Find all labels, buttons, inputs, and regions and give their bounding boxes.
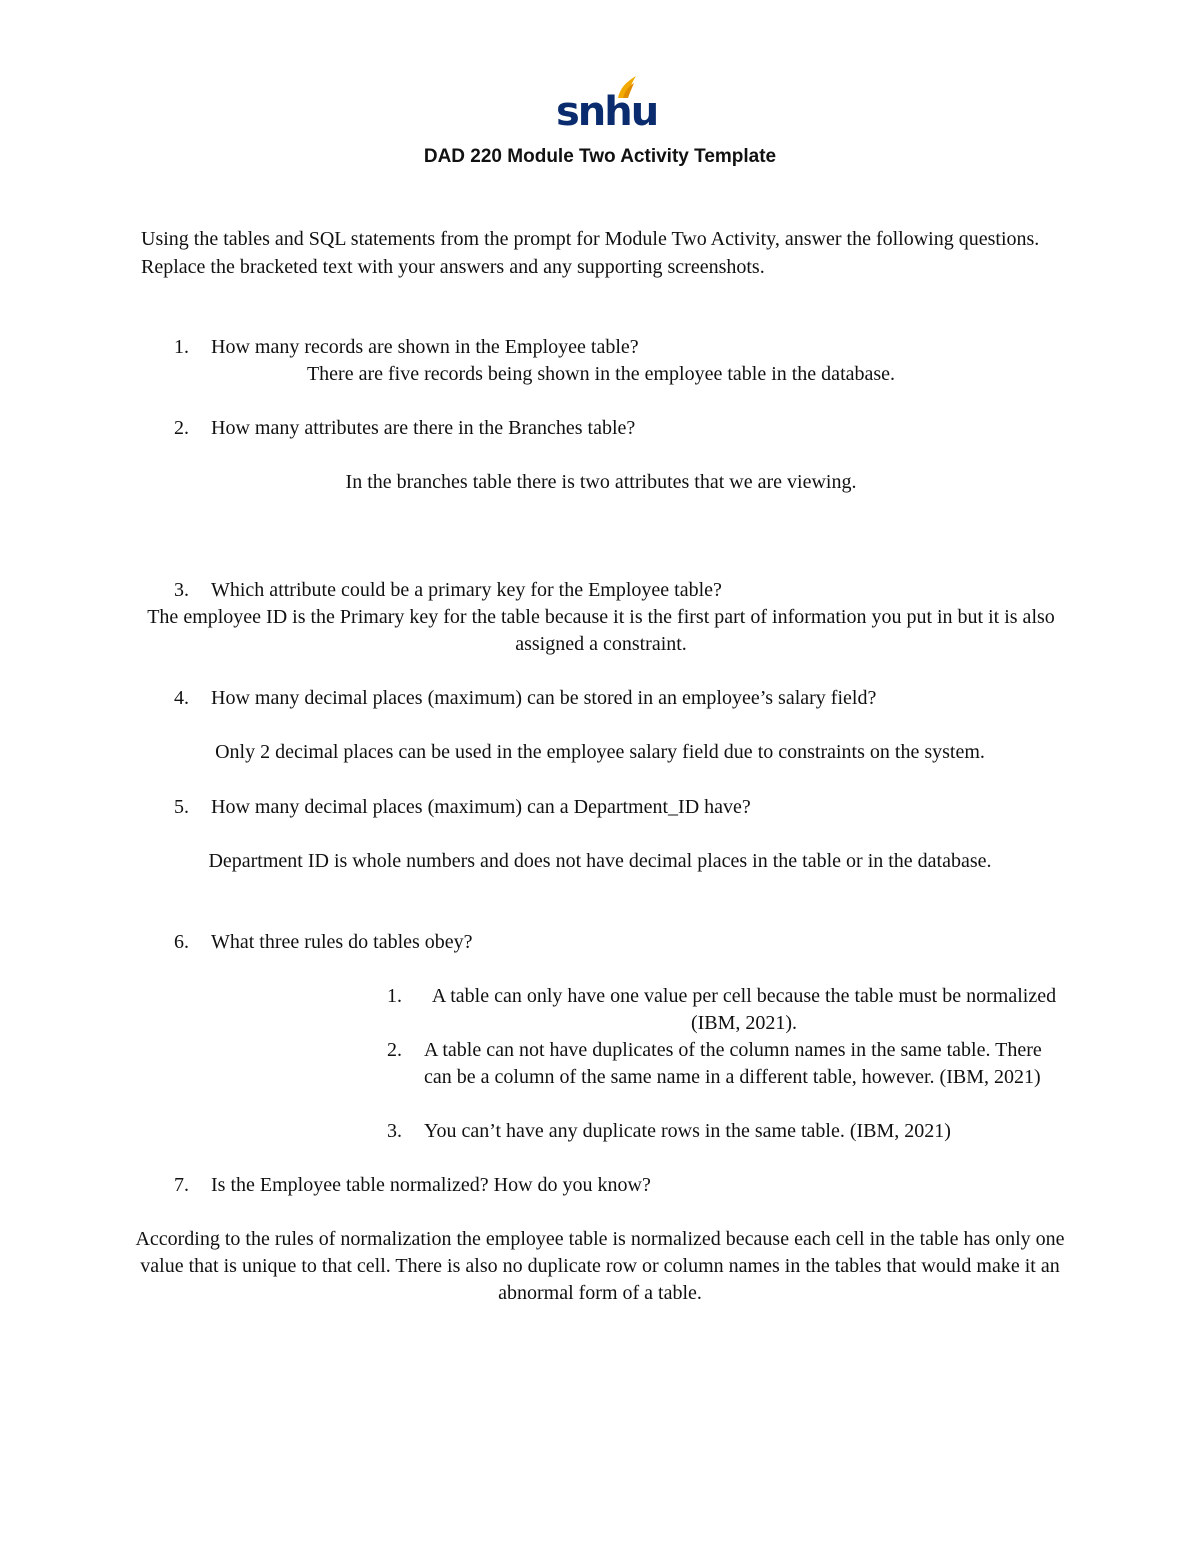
snhu-logo: [556, 74, 658, 135]
question-text: Which attribute could be a primary key for the Employee table?: [211, 579, 722, 601]
rule-text: A table can only have one value per cell because the table must be normalized (IBM, 2021).: [431, 985, 1057, 1034]
answer-3: The employee ID is the Primary key for the table because it is the first part of information you put in but it is also assigned a constraint.: [147, 606, 1055, 655]
answer-5: Department ID is whole numbers and does not have decimal places in the table or in the database.: [208, 850, 992, 872]
intro-paragraph: Using the tables and SQL statements from the prompt for Module Two Activity, answer the following questions. Replace the bracketed text with your answers and any supporting screenshots.: [141, 228, 1040, 278]
rule-number: 2.: [387, 1039, 402, 1061]
document-title: DAD 220 Module Two Activity Template: [423, 146, 777, 167]
answer-1: There are five records being shown in the employee table in the database.: [306, 363, 896, 385]
question-number: 3.: [174, 579, 189, 601]
question-number: 4.: [174, 687, 189, 709]
question-text: How many records are shown in the Employee table?: [211, 336, 639, 358]
question-text: How many decimal places (maximum) can a Department_ID have?: [211, 796, 751, 818]
answer-2: In the branches table there is two attributes that we are viewing.: [345, 471, 857, 493]
rule-number: 1.: [387, 985, 402, 1007]
question-number: 5.: [174, 796, 189, 818]
question-text: How many decimal places (maximum) can be stored in an employee’s salary field?: [211, 687, 877, 709]
question-text: What three rules do tables obey?: [211, 931, 473, 953]
question-text: Is the Employee table normalized? How do you know?: [211, 1174, 651, 1196]
question-text: How many attributes are there in the Branches table?: [211, 417, 636, 439]
question-number: 1.: [174, 336, 189, 358]
logo-text: snhu: [556, 89, 658, 135]
question-number: 6.: [174, 931, 189, 953]
rule-text: A table can not have duplicates of the column names in the same table. There can be a column of the same name in a different table, however. (IBM, 2021): [424, 1039, 1042, 1088]
answer-7: According to the rules of normalization the employee table is normalized because each cell in the table has only one value that is unique to that cell. There is also no duplicate row or column names in the tables that would make it an abnormal form of a table.: [135, 1228, 1065, 1304]
rule-number: 3.: [387, 1120, 402, 1142]
rule-text: You can’t have any duplicate rows in the same table. (IBM, 2021): [424, 1120, 951, 1142]
question-number: 7.: [174, 1174, 189, 1196]
answer-4: Only 2 decimal places can be used in the employee salary field due to constraints on the system.: [215, 741, 985, 763]
question-number: 2.: [174, 417, 189, 439]
